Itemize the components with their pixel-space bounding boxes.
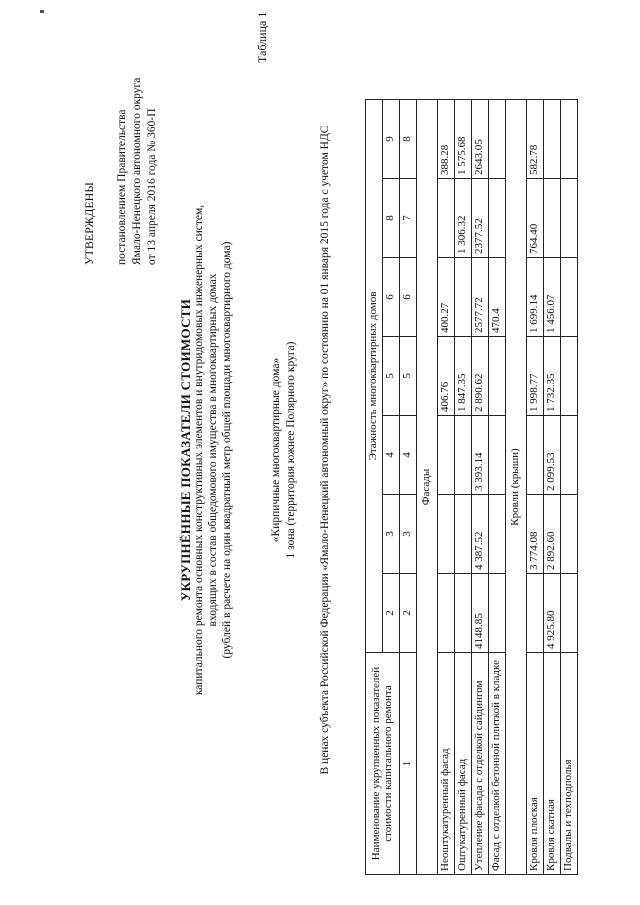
value-cell: 1 847.35	[455, 337, 472, 416]
zone-label: 1 зона (территория южнее Полярного круга)	[285, 341, 297, 559]
approval-heading: УТВЕРЖДЕНЫ	[82, 182, 96, 265]
section-title: Фасады	[417, 100, 438, 875]
column-number: 4	[400, 416, 417, 495]
value-cell	[527, 574, 544, 653]
table-label: Таблица 1	[255, 11, 269, 63]
value-cell	[544, 179, 561, 258]
value-cell: 406.76	[438, 337, 455, 416]
value-cell	[438, 495, 455, 574]
table-row	[527, 100, 544, 875]
section-row	[417, 100, 438, 875]
floor-header: 5	[383, 337, 400, 416]
value-cell: 1 456.07	[544, 258, 561, 337]
value-cell: 4148.85	[472, 574, 489, 653]
value-cell	[561, 337, 578, 416]
approval-line-2: Ямало-Ненецкого автономного округа	[131, 77, 143, 265]
value-cell	[489, 495, 506, 574]
column-number: 6	[400, 258, 417, 337]
column-number: 5	[400, 337, 417, 416]
row-name: Неоштукатуренный фасад	[438, 653, 455, 875]
title-line-2: входящих в состав общедомового имущества в многоквартирных домах	[207, 273, 219, 627]
table-row	[544, 100, 561, 875]
column-number: 8	[400, 100, 417, 179]
value-cell: 1 732.35	[544, 337, 561, 416]
value-cell: 1 998.77	[527, 337, 544, 416]
approval-line-1: постановлением Правительства	[116, 109, 128, 265]
table-row	[489, 100, 506, 875]
value-cell	[489, 416, 506, 495]
row-name: Кровля скатная	[544, 653, 561, 875]
value-cell: 4 925.80	[544, 574, 561, 653]
value-cell	[455, 258, 472, 337]
value-cell	[455, 574, 472, 653]
floor-header: 8	[383, 179, 400, 258]
row-name: Оштукатуренный фасад	[455, 653, 472, 875]
row-name: Утепление фасада с отделкой сайдингом	[472, 653, 489, 875]
value-cell	[438, 574, 455, 653]
value-cell: 2 099.53	[544, 416, 561, 495]
cost-table-body	[366, 100, 578, 875]
value-cell: 1 306.32	[455, 179, 472, 258]
value-cell: 400.27	[438, 258, 455, 337]
column-number: 3	[400, 495, 417, 574]
value-cell	[527, 416, 544, 495]
value-cell: 4 387.52	[472, 495, 489, 574]
value-cell	[455, 416, 472, 495]
value-cell: 3 774.08	[527, 495, 544, 574]
column-number: 1	[400, 653, 417, 875]
value-cell	[489, 574, 506, 653]
value-cell: 2377.52	[472, 179, 489, 258]
value-cell: 764.40	[527, 179, 544, 258]
column-number: 7	[400, 179, 417, 258]
value-cell	[438, 179, 455, 258]
table-row	[455, 100, 472, 875]
cost-table	[365, 99, 578, 875]
value-cell	[561, 495, 578, 574]
value-cell	[561, 100, 578, 179]
value-cell	[561, 416, 578, 495]
table-row	[472, 100, 489, 875]
row-name: Подвалы и техподполья	[561, 653, 578, 875]
column-number: 2	[400, 574, 417, 653]
value-cell	[489, 179, 506, 258]
prices-note: В ценах субъекта Российской Федерации «Ямало-Ненецкий автономный округ» по состоянию на 01 января 2015 года с учетом НДС	[319, 125, 331, 775]
value-cell	[438, 416, 455, 495]
value-cell	[455, 495, 472, 574]
row-name: Кровля плоская	[527, 653, 544, 875]
floor-header: 3	[383, 495, 400, 574]
title-line-3: (рублей в расчете на один квадратный метр общей площади многоквартирного дома)	[221, 241, 233, 659]
value-cell: 1 575.68	[455, 100, 472, 179]
row-name: Фасад с отделкой бетонной плиткой в кладке	[489, 653, 506, 875]
value-cell: 1 699.14	[527, 258, 544, 337]
value-cell	[561, 574, 578, 653]
header-row-1	[366, 100, 383, 875]
header-floors-cell: Этажность многоквартирных домов	[366, 100, 383, 653]
value-cell: 582.78	[527, 100, 544, 179]
category-label: «Кирпичные многоквартирные дома»	[270, 357, 282, 543]
value-cell	[561, 179, 578, 258]
approval-line-3: от 13 апреля 2016 года № 360-П	[146, 108, 158, 265]
section-row	[506, 100, 527, 875]
section-title: Кровли (крыши)	[506, 100, 527, 875]
title-heading: УКРУПНЁННЫЕ ПОКАЗАТЕЛИ СТОИМОСТИ	[178, 298, 193, 602]
value-cell: 2577.72	[472, 258, 489, 337]
floor-header: 6	[383, 258, 400, 337]
value-cell: 3 393.14	[472, 416, 489, 495]
value-cell	[561, 258, 578, 337]
value-cell	[489, 337, 506, 416]
floor-header: 2	[383, 574, 400, 653]
value-cell: 2 890.62	[472, 337, 489, 416]
floor-header: 4	[383, 416, 400, 495]
title-line-1: капитального ремонта основных конструктивных элементов и внутридомовых инженерных систем,	[193, 204, 205, 696]
table-row	[561, 100, 578, 875]
value-cell: 2 892.60	[544, 495, 561, 574]
value-cell: 2643.05	[472, 100, 489, 179]
table-row	[438, 100, 455, 875]
value-cell	[544, 100, 561, 179]
floor-header: 9	[383, 100, 400, 179]
value-cell: 470.4	[489, 258, 506, 337]
header-name-cell: Наименование укрупненных показателей стоимости капитального ремонта	[366, 653, 400, 875]
value-cell	[489, 100, 506, 179]
value-cell: 388.28	[438, 100, 455, 179]
column-number-row	[400, 100, 417, 875]
